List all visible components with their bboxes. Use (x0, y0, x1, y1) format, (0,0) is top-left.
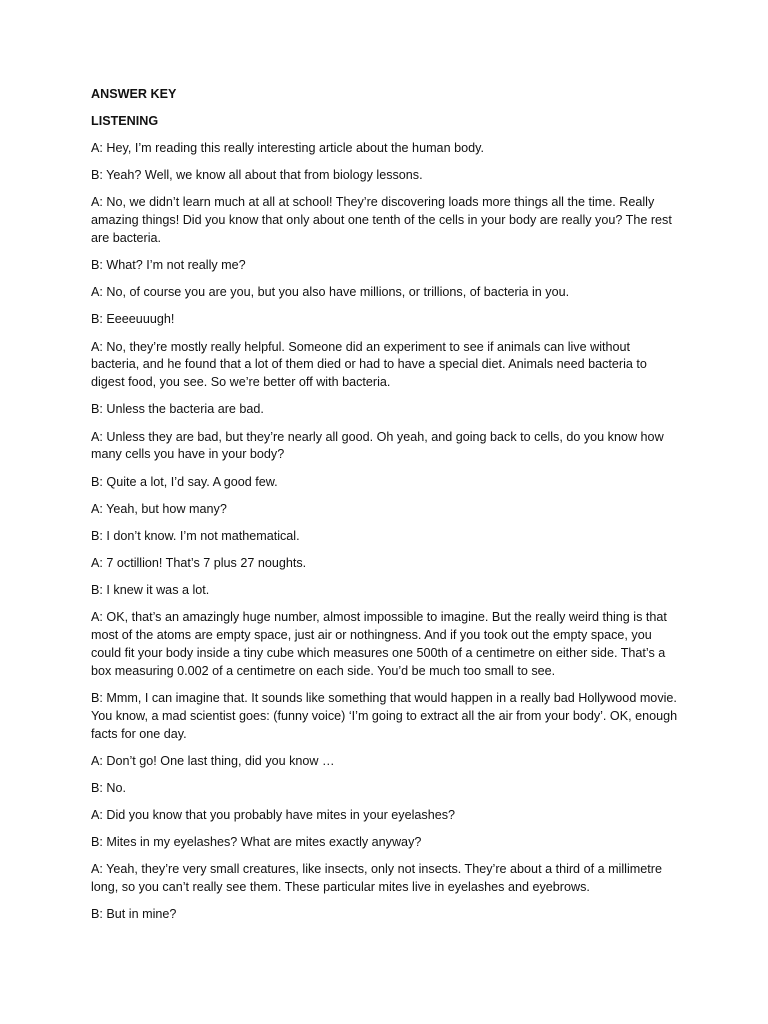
dialogue-line: B: I don’t know. I’m not mathematical. (91, 528, 300, 543)
dialogue-line: A: Yeah, they’re very small creatures, like insects, only not insects. They’re about a third of a millimetre long, so you can’t really see them. These particular mites live in eyelashes and eyebrows. (91, 862, 662, 895)
dialogue-line: A: Did you know that you probably have mites in your eyelashes? (91, 807, 456, 822)
dialogue-line: A: 7 octillion! That’s 7 plus 27 noughts. (91, 555, 307, 570)
dialogue-line: B: Mites in my eyelashes? What are mites exactly anyway? (91, 835, 422, 850)
dialogue-line: B: Yeah? Well, we know all about that from biology lessons. (91, 168, 423, 183)
dialogue-line: B: Unless the bacteria are bad. (91, 402, 264, 417)
dialogue-line: B: Mmm, I can imagine that. It sounds like something that would happen in a really bad Hollywood movie. You know, a mad scientist goes: (funny voice) ‘I’m going to extract all the air from your body’. OK, enough facts for one day. (91, 690, 678, 741)
dialogue-line: A: No, we didn’t learn much at all at school! They’re discovering loads more things all the time. Really amazing things! Did you know that only about one tenth of the cells in your body are really you? The rest are bacteria. (91, 195, 672, 246)
dialogue-line: B: I knew it was a lot. (91, 582, 210, 597)
dialogue-line: A: No, they’re mostly really helpful. Someone did an experiment to see if animals can live without bacteria, and he found that a lot of them died or had to have a special diet. Animals need bacteria to digest food, you see. So we’re better off with bacteria. (91, 339, 647, 390)
dialogue-line: A: Yeah, but how many? (91, 501, 227, 516)
dialogue-line: B: Eeeeuuugh! (91, 312, 175, 327)
dialogue-line: A: No, of course you are you, but you also have millions, or trillions, of bacteria in you. (91, 285, 570, 300)
dialogue-line: B: No. (91, 780, 126, 795)
dialogue-line: A: Unless they are bad, but they’re nearly all good. Oh yeah, and going back to cells, do you know how many cells you have in your body? (91, 429, 664, 462)
dialogue-line: B: But in mine? (91, 907, 177, 922)
dialogue-line: A: OK, that’s an amazingly huge number, almost impossible to imagine. But the really weird thing is that most of the atoms are empty space, just air or nothingness. And if you took out the empty space, you could fit your body inside a tiny cube which measures one 500th of a centimetre on either side. That’s a box measuring 0.002 of a centimetre on each side. You’d be much too small to see. (91, 610, 667, 678)
section-heading: LISTENING (91, 114, 159, 129)
document-title: ANSWER KEY (91, 87, 177, 101)
dialogue-line: A: Don’t go! One last thing, did you know … (91, 753, 335, 768)
dialogue-line: B: What? I’m not really me? (91, 258, 246, 273)
document-body (91, 86, 681, 933)
dialogue-line: A: Hey, I’m reading this really interesting article about the human body. (91, 141, 484, 156)
dialogue-line: B: Quite a lot, I’d say. A good few. (91, 474, 278, 489)
